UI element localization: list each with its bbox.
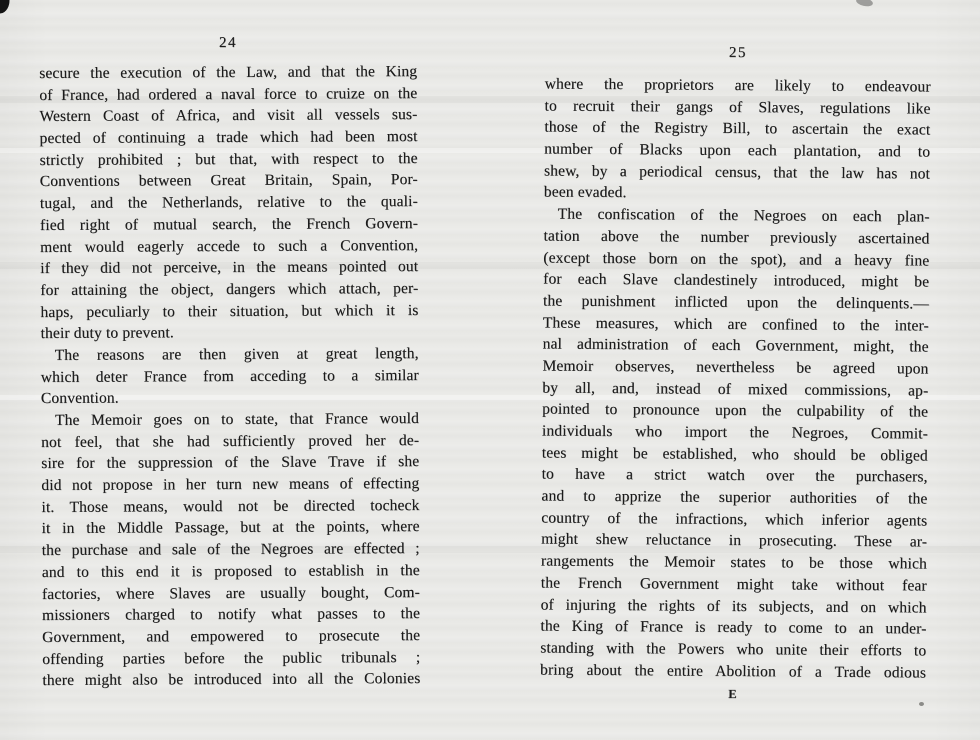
text-line: Western Coast of Africa, and visit all vessels sus- xyxy=(39,106,418,126)
text-line: which deter France from acceding to a similar xyxy=(40,366,419,386)
text-line: for each Slave clandestinely introduced, might be xyxy=(543,270,930,291)
page-25 xyxy=(540,44,931,703)
text-line: might shew reluctance in prosecuting. These ar- xyxy=(541,530,928,551)
page-24-text xyxy=(39,61,420,692)
text-line: These measures, which are confined to the inter- xyxy=(542,314,929,335)
text-line: ment would eagerly accede to such a Convention, xyxy=(40,236,419,256)
text-line: pointed to pronounce upon the culpability of the xyxy=(542,400,929,421)
page-24 xyxy=(39,35,420,692)
text-line: secure the execution of the Law, and that the King xyxy=(39,63,418,82)
page-25-text xyxy=(540,73,931,683)
text-line: Conventions between Great Britain, Spain, Por- xyxy=(39,171,418,191)
text-line: The reasons are then given at great length, xyxy=(54,344,419,364)
page-number-right: 25 xyxy=(728,44,748,62)
scan-corner-artifact xyxy=(0,0,11,14)
text-line: of France, had ordered a naval force to cruize on the xyxy=(39,84,418,104)
text-line: those of the Registry Bill, to ascertain the exact xyxy=(544,118,931,139)
text-line: missioners charged to notify what passes to the xyxy=(41,605,421,625)
text-line: by all, and, instead of mixed commissions, ap- xyxy=(542,379,929,400)
text-line: factories, where Slaves are usually bought, Com- xyxy=(41,583,420,603)
text-line: bring about the entire Abolition of a Trade odious xyxy=(540,661,927,682)
text-line: where the proprietors are likely to endeavour xyxy=(544,75,931,96)
text-line: tugal, and the Netherlands, relative to the quali- xyxy=(39,193,418,213)
text-line: to have a strict watch over the purchasers, xyxy=(541,465,928,486)
text-line: Memoir observes, nevertheless be agreed upon xyxy=(542,357,929,378)
text-line: for attaining the object, dangers which attach, per- xyxy=(40,279,419,299)
text-line: strictly prohibited ; but that, with respect to the xyxy=(39,149,418,169)
page-number-left: 24 xyxy=(218,34,238,52)
text-line: it. Those means, would not be directed tocheck xyxy=(41,496,420,516)
text-line: the punishment inflicted upon the delinquents.— xyxy=(542,292,930,313)
text-line: Government, and empowered to prosecute the xyxy=(42,626,421,646)
text-line: haps, peculiarly to their situation, but which it is xyxy=(40,301,419,321)
text-line: their duty to prevent. xyxy=(40,324,174,343)
text-line: the purchase and sale of the Negroes are effected ; xyxy=(41,540,420,560)
text-line: to recruit their gangs of Slaves, regulations like xyxy=(544,97,931,118)
text-line: number of Blacks upon each plantation, and to xyxy=(544,140,931,161)
text-line: rangements the Memoir states to be those which xyxy=(540,552,928,573)
text-line: not feel, that she had sufficiently proved her de- xyxy=(41,431,420,451)
text-line: offending parties before the public tribunals ; xyxy=(42,648,421,668)
text-line: tation above the number previously ascertained xyxy=(543,227,930,248)
text-line: did not propose in her turn new means of effecting xyxy=(41,475,420,495)
text-line: the King of France is ready to come to an under- xyxy=(540,617,927,638)
text-line: nal administration of each Government, might, the xyxy=(542,335,929,356)
text-line: been evaded. xyxy=(543,183,627,202)
text-line: country of the infractions, which inferior agents xyxy=(541,509,928,530)
text-line: it in the Middle Passage, but at the points, where xyxy=(41,518,420,538)
text-line: the French Government might take without fear xyxy=(540,574,927,595)
text-line: pected of continuing a trade which had been most xyxy=(39,128,418,148)
text-line: shew, by a periodical census, that the law has not xyxy=(543,162,931,183)
text-line: there might also be introduced into all the Colonies xyxy=(42,670,421,690)
text-line: of injuring the rights of its subjects, and on which xyxy=(540,595,927,616)
text-line: The confiscation of the Negroes on each plan- xyxy=(557,205,930,226)
text-line: fied right of mutual search, the French Govern- xyxy=(39,214,419,234)
text-line: (except those born on the spot), and a heavy fine xyxy=(543,248,930,270)
signature-mark: E xyxy=(728,687,738,702)
text-line: and to this end it is proposed to establish in the xyxy=(41,561,420,581)
scan-smudge-artifact xyxy=(855,0,873,8)
text-line: tees might be established, who should be obliged xyxy=(541,444,928,465)
text-line: standing with the Powers who unite their efforts to xyxy=(540,639,927,660)
text-line: Convention. xyxy=(40,389,119,408)
text-line: and to apprize the superior authorities of the xyxy=(541,487,928,508)
text-line: if they did not perceive, in the means pointed out xyxy=(40,258,419,278)
text-line: sire for the suppression of the Slave Trave if she xyxy=(41,453,420,473)
text-line: individuals who import the Negroes, Commit- xyxy=(541,422,929,443)
text-line: The Memoir goes on to state, that France would xyxy=(54,410,420,429)
